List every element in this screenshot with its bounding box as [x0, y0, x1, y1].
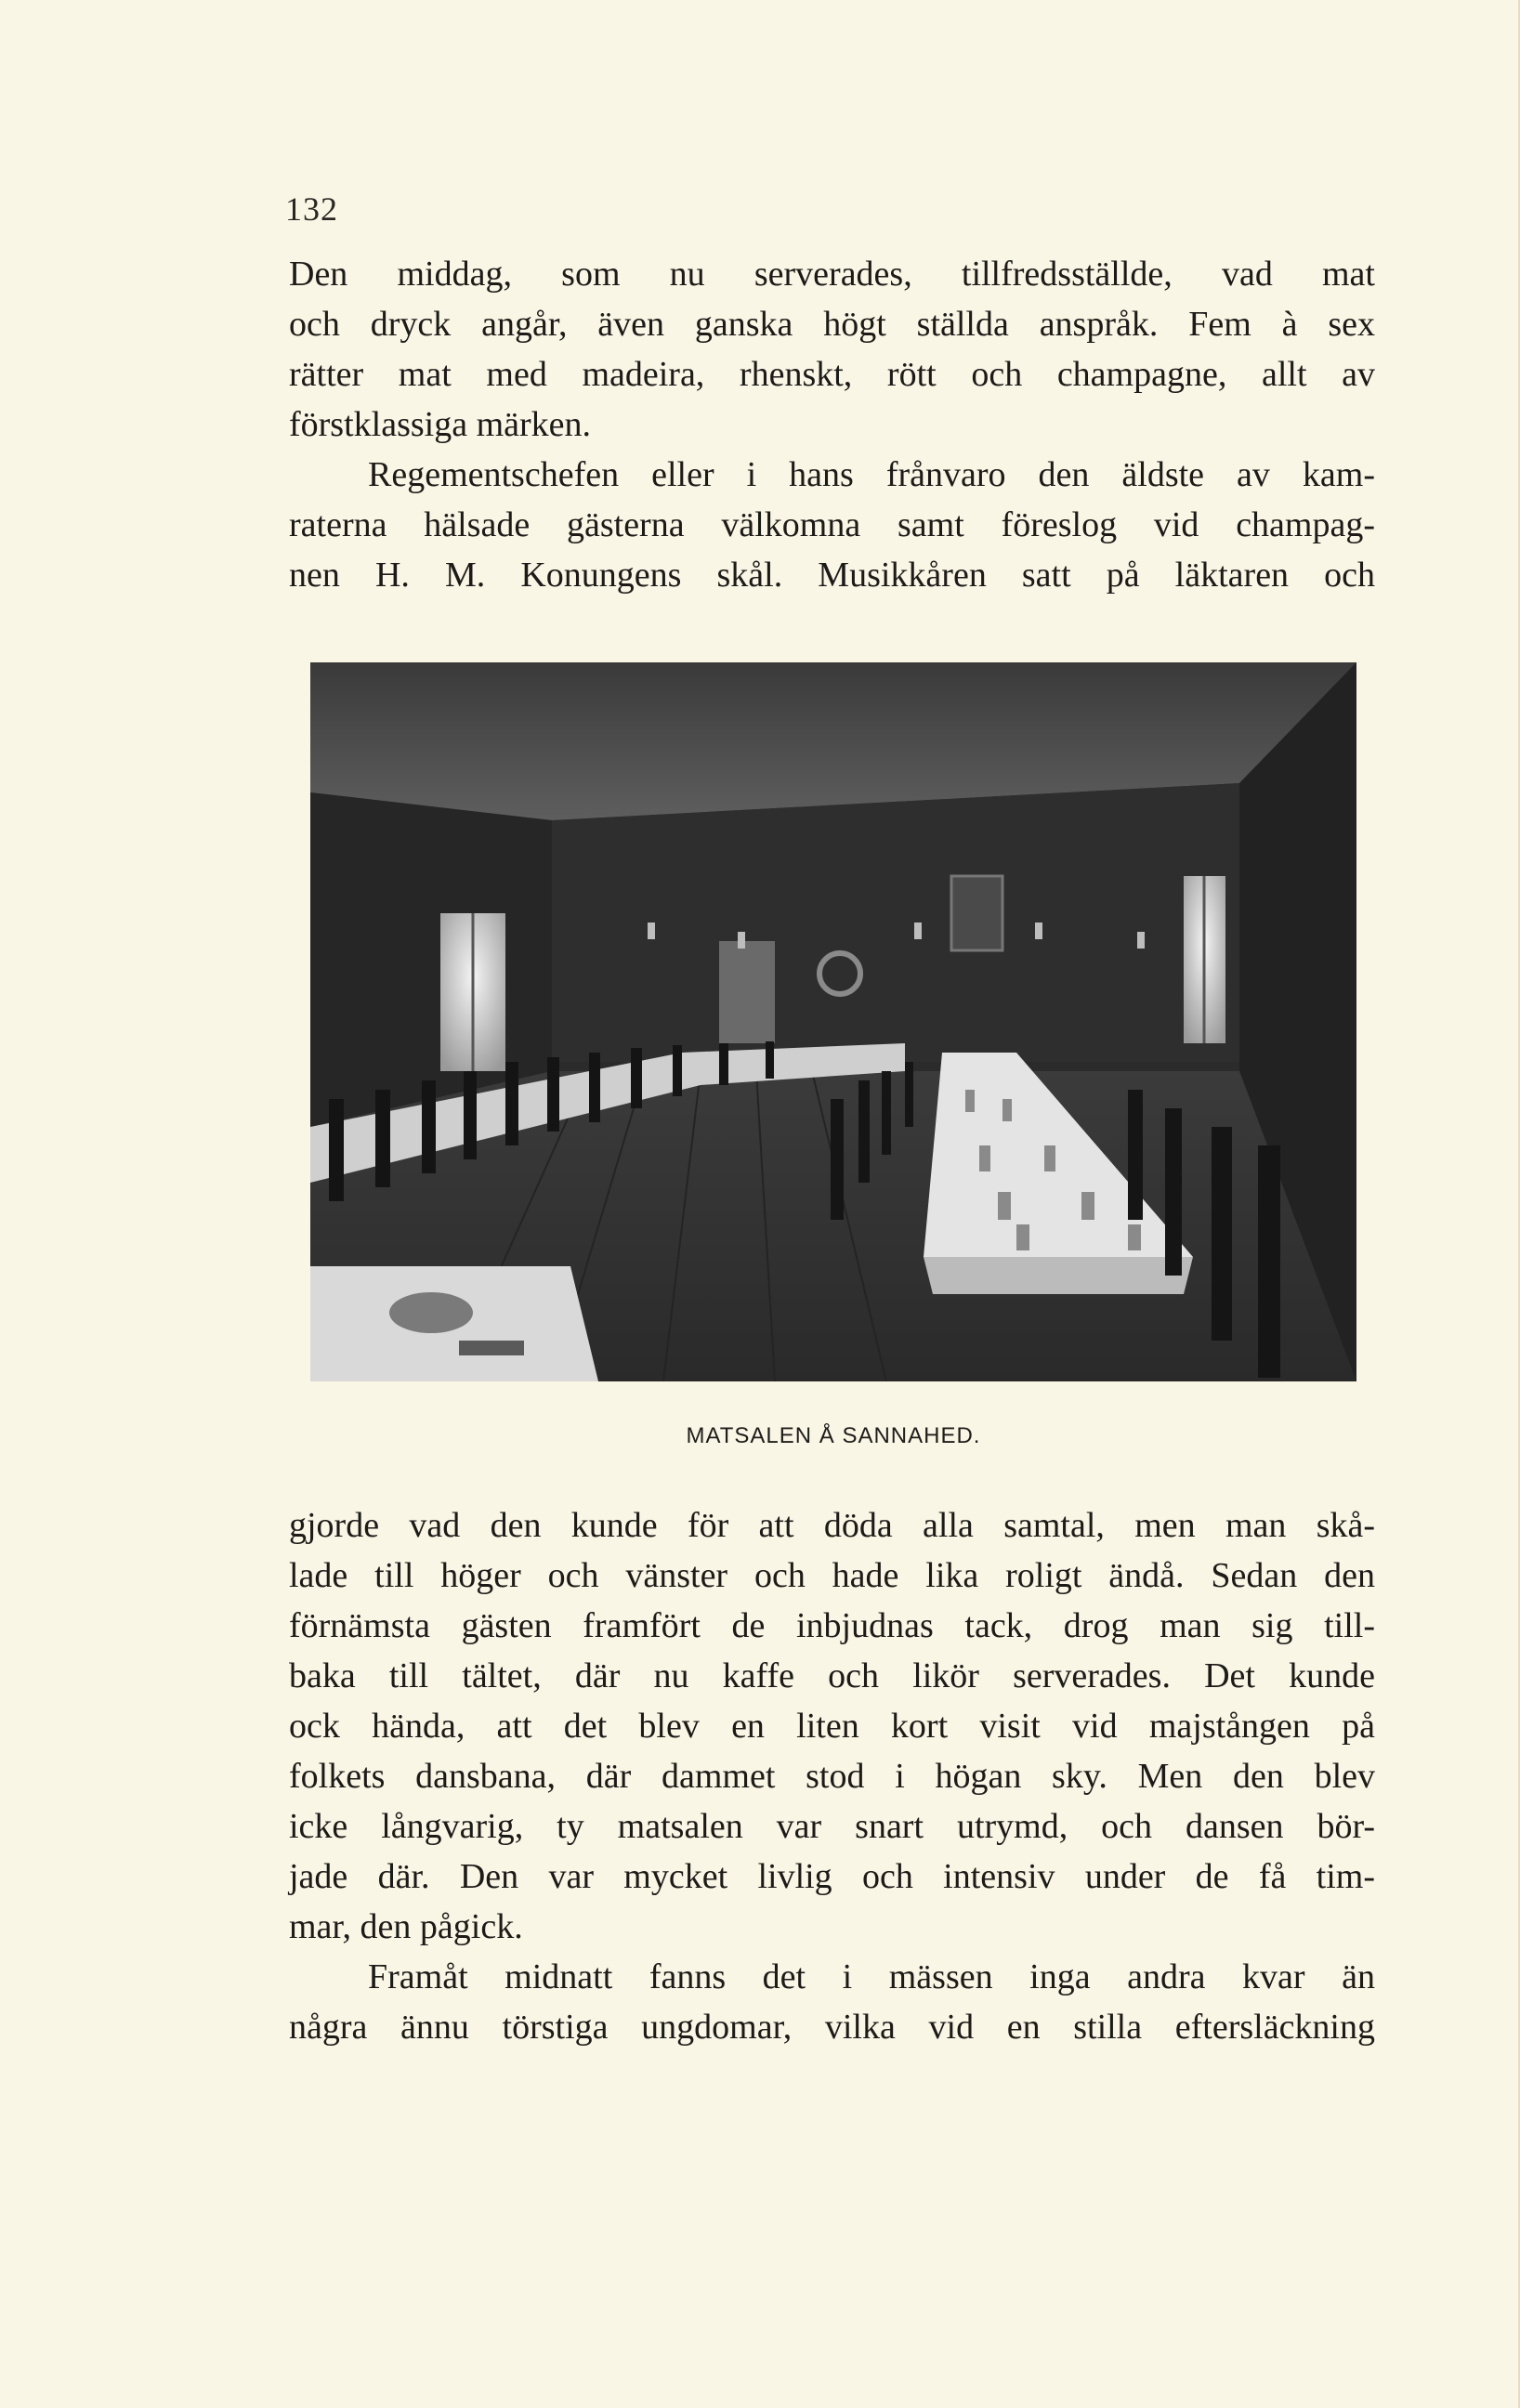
text-line: rätter mat med madeira, rhenskt, rött och champagne, allt av: [289, 355, 1375, 394]
paragraph-music: [289, 1500, 1375, 1952]
text-line: gjorde vad den kunde för att döda alla samtal, men man skå-: [289, 1506, 1375, 1545]
text-line: Regementschefen eller i hans frånvaro den äldste av kam-: [368, 455, 1375, 494]
text-line: icke långvarig, ty matsalen var snart utrymd, och dansen bör-: [289, 1807, 1375, 1846]
text-line: Framåt midnatt fanns det i mässen inga andra kvar än: [368, 1957, 1375, 1996]
figure-caption: MATSALEN Å SANNAHED.: [686, 1423, 981, 1448]
text-block-bottom: [289, 1500, 1375, 2052]
page-number: 132: [285, 190, 338, 228]
text-line: förstklassiga märken.: [289, 405, 592, 444]
text-line: lade till höger och vänster och hade lika roligt ändå. Sedan den: [289, 1556, 1375, 1595]
text-line: Den middag, som nu serverades, tillfredsställde, vad mat: [289, 255, 1375, 294]
text-line: förnämsta gästen framfört de inbjudnas tack, drog man sig till-: [289, 1606, 1375, 1645]
paragraph-dinner: [289, 249, 1375, 450]
text-line: folkets dansbana, där dammet stod i högan sky. Men den blev: [289, 1757, 1375, 1796]
text-line: baka till tältet, där nu kaffe och likör serverades. Det kunde: [289, 1656, 1375, 1695]
text-line: ock hända, att det blev en liten kort visit vid majstången på: [289, 1707, 1375, 1746]
dining-hall-photo: [310, 662, 1356, 1381]
text-line: raterna hälsade gästerna välkomna samt föreslog vid champag-: [289, 505, 1375, 544]
text-line: mar, den pågick.: [289, 1907, 523, 1946]
text-line: några ännu törstiga ungdomar, vilka vid en stilla eftersläckning: [289, 2008, 1375, 2047]
paragraph-regiment-chief: [289, 450, 1375, 600]
text-block-top: [289, 249, 1375, 600]
paragraph-midnight: [289, 1952, 1375, 2052]
text-line: jade där. Den var mycket livlig och intensiv under de få tim-: [289, 1857, 1375, 1896]
text-line: nen H. M. Konungens skål. Musikkåren satt på läktaren och: [289, 556, 1375, 595]
text-line: och dryck angår, även ganska högt ställda anspråk. Fem à sex: [289, 305, 1375, 344]
